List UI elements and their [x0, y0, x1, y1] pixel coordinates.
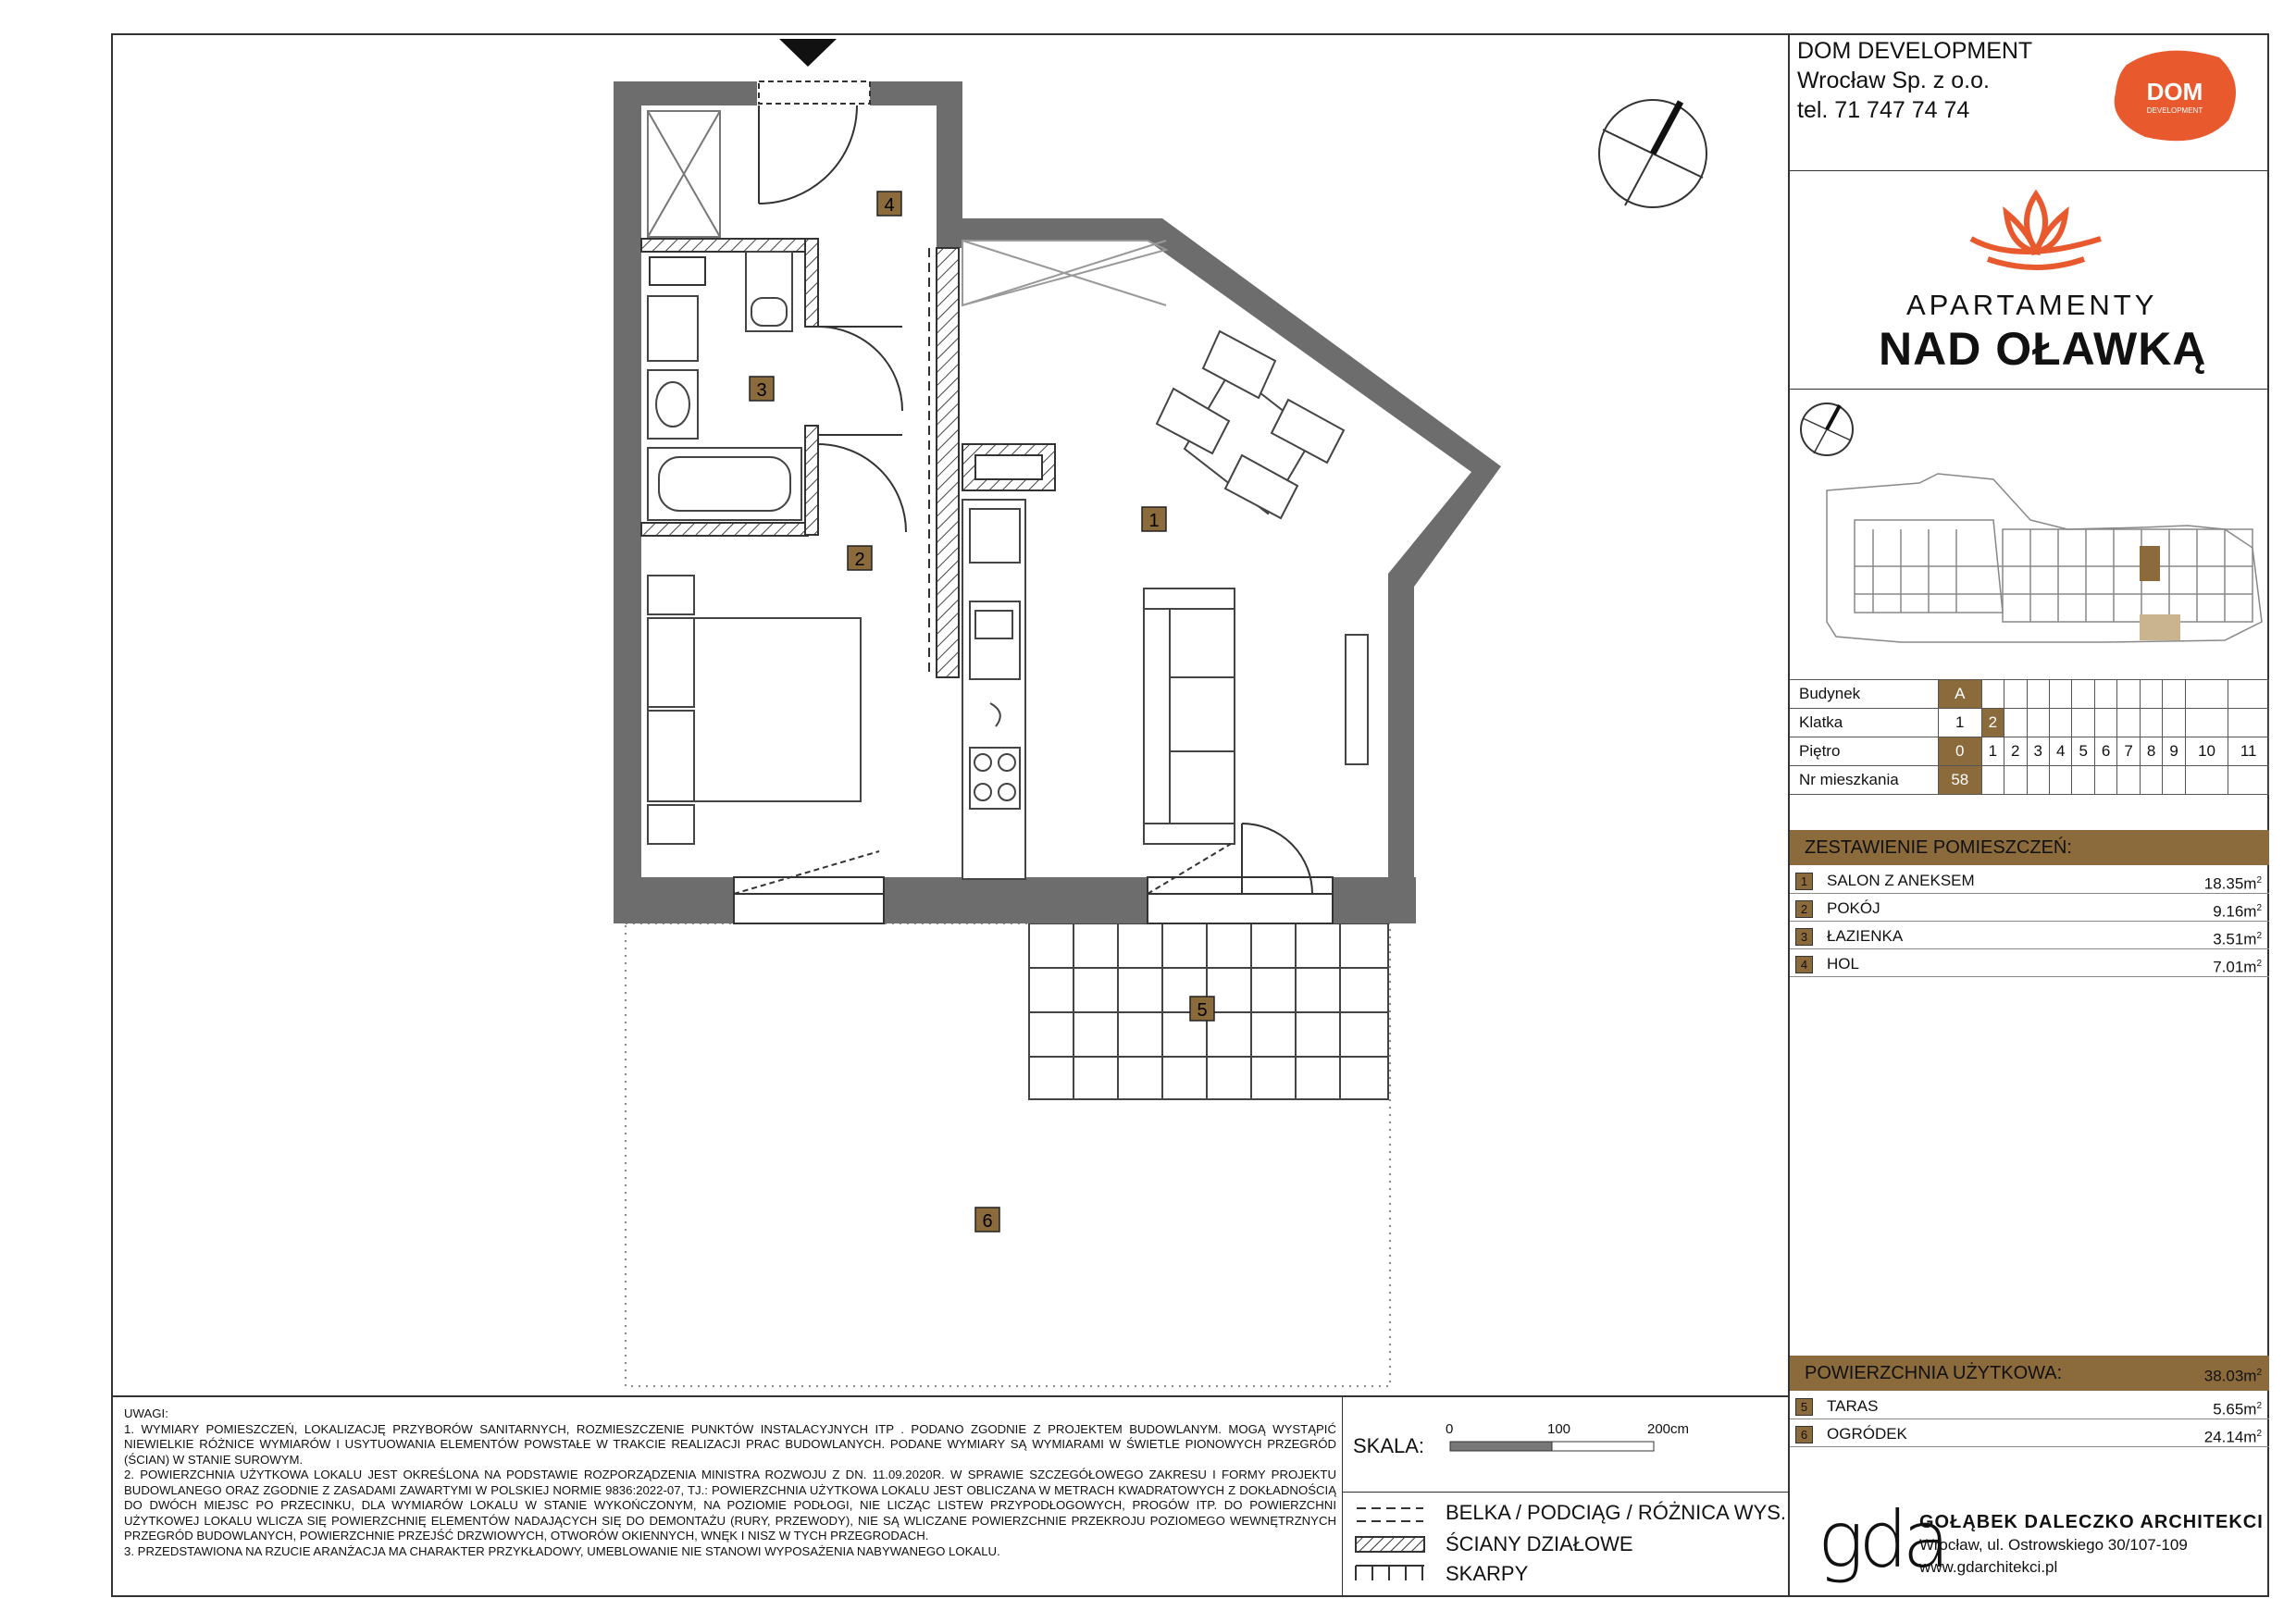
- selector-row: [1790, 766, 2269, 795]
- gda-logo: gda: [1818, 1494, 1945, 1585]
- rooms-header: ZESTAWIENIE POMIESZCZEŃ:: [1790, 830, 2269, 865]
- room-row: [1790, 1393, 2269, 1419]
- plan-label-3: 3: [756, 380, 767, 401]
- selector-cell[interactable]: [2185, 709, 2228, 737]
- selector-cell[interactable]: 10: [2185, 737, 2228, 766]
- selector-cell[interactable]: [2049, 680, 2071, 709]
- selector-cell[interactable]: A: [1939, 680, 1982, 709]
- dom-logo-subtext: DEVELOPMENT: [2146, 106, 2203, 115]
- usable-area-value: $38.03m^2$: [2203, 1367, 2262, 1385]
- garden-outline: [626, 923, 1390, 1386]
- scale-tick-200: 200cm: [1647, 1421, 1690, 1437]
- selector-cell[interactable]: 9: [2163, 737, 2185, 766]
- room-number-badge: 3: [1795, 928, 1813, 946]
- room-area: $18.35m^2$: [2203, 874, 2262, 893]
- developer-name: DOM DEVELOPMENT: [1797, 38, 2033, 64]
- selector-cell[interactable]: 3: [2027, 737, 2049, 766]
- selector-cell[interactable]: [2163, 709, 2185, 737]
- room-row: [1790, 895, 2269, 922]
- entrance-door: [759, 81, 870, 204]
- scale-label: SKALA:: [1353, 1434, 1425, 1457]
- selector-cell[interactable]: [2140, 680, 2162, 709]
- architect-web: www.gdarchitekci.pl: [1919, 1558, 2058, 1576]
- note-3: 3. PRZEDSTAWIONA NA RZUCIE ARANŻACJA MA CHARAKTER PRZYKŁADOWY, UMEBLOWANIE NIE STANOWI WYPOSAŻENIA NABYWANEGO LOKALU.: [124, 1543, 1000, 1558]
- selector-cell[interactable]: [2163, 766, 2185, 795]
- selector-cell[interactable]: 58: [1939, 766, 1982, 795]
- developer-phone: tel. 71 747 74 74: [1797, 97, 1970, 123]
- bedroom-door: [818, 248, 929, 677]
- bathroom-fixtures: [648, 252, 801, 520]
- selector-cell[interactable]: [2049, 766, 2071, 795]
- selector-cell[interactable]: [2185, 766, 2228, 795]
- selector-row: [1790, 737, 2269, 766]
- scale-tick-100: 100: [1547, 1421, 1571, 1437]
- selector-row-label: Budynek: [1790, 680, 1939, 709]
- footer-divider: [111, 1395, 1790, 1397]
- selector-cell[interactable]: [2094, 709, 2116, 737]
- selector-cell[interactable]: 1: [1981, 737, 2004, 766]
- room-area: $9.16m^2$: [2213, 902, 2262, 921]
- plan-label-5: 5: [1197, 1000, 1208, 1021]
- project-title-line2: NAD OŁAWKĄ: [1879, 323, 2207, 375]
- selector-cell[interactable]: 0: [1939, 737, 1982, 766]
- legend-walls: ŚCIANY DZIAŁOWE: [1446, 1532, 1633, 1555]
- selector-cell[interactable]: 11: [2228, 737, 2269, 766]
- plan-label-1: 1: [1148, 511, 1160, 531]
- minimap-compass-icon: [1801, 403, 1853, 455]
- architect-address: Wrocław, ul. Ostrowskiego 30/107-109: [1919, 1536, 2188, 1554]
- selector-row-label: Piętro: [1790, 737, 1939, 766]
- selector-cell[interactable]: [2072, 709, 2094, 737]
- note-1: 1. WYMIARY POMIESZCZEŃ, LOKALIZACJĘ PRZYBORÓW SANITARNYCH, ROZMIESZCZENIE PUNKTÓW INSTALACYJNYCH ITP . PODANO ZGODNIE Z PROJEKTEM BUDOWLANYM. MOGĄ WYSTĄPIĆ NIEWIELKIE RÓŻNICE WYMIARÓW I USYTUOWANIA ELEMENTÓW POWSTAŁE W TRAKCIE REALIZACJI PRAC BUDOWLANYCH. PODANE WYMIARY SĄ WYMIARAMI W ŚWIETLE PIONOWYCH PRZEGRÓD (ŚCIAN) W STANIE SUROWYM.: [124, 1421, 1336, 1467]
- usable-area-header: [1790, 1356, 2269, 1391]
- selector-cell[interactable]: 7: [2117, 737, 2140, 766]
- selector-cell[interactable]: [2027, 766, 2049, 795]
- lotus-logo-icon: [1962, 185, 2110, 278]
- note-2: 2. POWIERZCHNIA UŻYTKOWA LOKALU JEST OKREŚLONA NA PODSTAWIE ROZPORZĄDZENIA MINISTRA ROZWOJU Z DN. 11.09.2020R. W SPRAWIE SZCZEGÓŁOWEGO ZAKRESU I FORMY PROJEKTU BUDOWLANEGO ORAZ ZGODNIE Z ZASADAMI ZAWARTYMI W POLSKIEJ NORMIE 9836:2022-07, TJ.: POWIERZCHNIA UŻYTKOWA LOKALU JEST OBLICZANA W METRACH KWADRATOWYCH Z DOKŁADNOŚCIĄ DO DWÓCH MIEJSC PO PRZECINKU, DLA WYMIARÓW LOKALU W STANIE WYKOŃCZONYM, NA POZIOMIE PODŁOGI, NIE LICZĄC LISTEW PRZYPODŁOGOWYCH, PROGÓW ITP. DO POWIERZCHNI UŻYTKOWEJ LOKALU WLICZA SIĘ POWIERZCHNIĘ ELEMENTÓW NADAJĄCYCH SIĘ DO DEMONTAŻU (RURY, PRZEWODY), NIE SĄ WLICZANE POWIERZCHNIE PRZEKROJU POZIOMEGO WEWNĘTRZNYCH PRZEGRÓD BUDOWLANYCH, POWIERZCHNIE PRZEJŚĆ DRZWIOWYCH, OTWORÓW OKIENNYCH, WNĘK I NISZ W TYCH PRZEGRODACH.: [124, 1468, 1336, 1542]
- selector-cell[interactable]: [2117, 766, 2140, 795]
- dashed-line-icon: [1355, 1501, 1425, 1529]
- selector-cell[interactable]: [2140, 766, 2162, 795]
- room-area: $7.01m^2$: [2213, 958, 2262, 976]
- room-row: [1790, 867, 2269, 894]
- room-row: [1790, 1420, 2269, 1447]
- selector-cell[interactable]: [2228, 709, 2269, 737]
- notes-title: UWAGI:: [124, 1406, 168, 1420]
- room-row: [1790, 923, 2269, 949]
- sidebar-sep-2: [1790, 389, 2269, 390]
- closet: [648, 111, 720, 237]
- compass-icon: [1599, 100, 1706, 207]
- room-name: HOL: [1827, 955, 1859, 973]
- selector-cell[interactable]: [2027, 709, 2049, 737]
- selector-cell[interactable]: [2228, 766, 2269, 795]
- sidebar-sep-1: [1790, 170, 2269, 171]
- selector-cell[interactable]: [1981, 766, 2004, 795]
- selector-row-label: Nr mieszkania: [1790, 766, 1939, 795]
- room-name: TARAS: [1827, 1397, 1879, 1415]
- entrance-arrow-icon: [779, 39, 837, 67]
- kitchen: [962, 500, 1025, 879]
- scale-bar: [1449, 1440, 1671, 1458]
- developer-company: Wrocław Sp. z o.o.: [1797, 68, 1990, 93]
- selector-cell[interactable]: [2004, 680, 2027, 709]
- ruler-icon: [1355, 1562, 1425, 1582]
- room-area: $5.65m^2$: [2213, 1400, 2262, 1419]
- unit-selector-table: [1790, 679, 2269, 795]
- bathroom-door: [818, 327, 902, 435]
- bedroom-window: [734, 851, 884, 923]
- selector-cell[interactable]: [2072, 680, 2094, 709]
- selector-cell[interactable]: [2004, 709, 2027, 737]
- room-number-badge: 4: [1795, 956, 1813, 973]
- selector-row: [1790, 680, 2269, 709]
- selector-cell[interactable]: [2027, 680, 2049, 709]
- scale-tick-0: 0: [1446, 1421, 1454, 1437]
- selector-cell[interactable]: [2185, 680, 2228, 709]
- selector-cell[interactable]: [2228, 680, 2269, 709]
- plan-label-4: 4: [884, 195, 895, 216]
- selector-cell[interactable]: [2094, 766, 2116, 795]
- room-area: $3.51m^2$: [2213, 930, 2262, 948]
- selector-cell[interactable]: 5: [2072, 737, 2094, 766]
- room-name: SALON Z ANEKSEM: [1827, 872, 1975, 889]
- salon-top-window: [962, 241, 1166, 305]
- dom-logo-text: DOM: [2146, 78, 2203, 105]
- selector-cell[interactable]: 2: [2004, 737, 2027, 766]
- legend-beam: BELKA / PODCIĄG / RÓŻNICA WYS.: [1446, 1501, 1786, 1524]
- selector-cell[interactable]: 4: [2049, 737, 2071, 766]
- selector-cell[interactable]: [2140, 709, 2162, 737]
- selector-row-label: Klatka: [1790, 709, 1939, 737]
- plan-label-2: 2: [854, 550, 865, 570]
- selector-cell[interactable]: 2: [1981, 709, 2004, 737]
- usable-area-label: POWIERZCHNIA UŻYTKOWA:: [1805, 1363, 2063, 1383]
- sofa: [1144, 588, 1235, 844]
- notes-block: [124, 1406, 1336, 1559]
- room-name: ŁAZIENKA: [1827, 927, 1904, 945]
- selector-cell[interactable]: [2094, 680, 2116, 709]
- selector-cell[interactable]: [2072, 766, 2094, 795]
- dom-development-logo: [2108, 46, 2247, 148]
- footer-hsep: [1342, 1492, 1790, 1493]
- footer-vdivider: [1342, 1395, 1343, 1597]
- selector-cell[interactable]: [2163, 680, 2185, 709]
- room-number-badge: 1: [1795, 873, 1813, 890]
- site-minimap: [1790, 390, 2269, 679]
- bed: [648, 576, 861, 844]
- legend-slopes: SKARPY: [1446, 1562, 1529, 1585]
- selector-cell[interactable]: [2004, 766, 2027, 795]
- room-area: $24.14m^2$: [2203, 1428, 2262, 1446]
- selector-cell[interactable]: [2117, 680, 2140, 709]
- selector-cell[interactable]: 6: [2094, 737, 2116, 766]
- selector-cell[interactable]: 8: [2140, 737, 2162, 766]
- room-number-badge: 6: [1795, 1426, 1813, 1443]
- selector-cell[interactable]: [2049, 709, 2071, 737]
- room-name: OGRÓDEK: [1827, 1425, 1907, 1443]
- tv-unit: [1346, 635, 1368, 764]
- selector-cell[interactable]: [1981, 680, 2004, 709]
- room-row: [1790, 950, 2269, 977]
- room-number-badge: 5: [1795, 1398, 1813, 1416]
- selector-row: [1790, 709, 2269, 737]
- plan-label-6: 6: [982, 1211, 993, 1232]
- selector-cell[interactable]: 1: [1939, 709, 1982, 737]
- selector-cell[interactable]: [2117, 709, 2140, 737]
- architect-name: GOŁĄBEK DALECZKO ARCHITEKCI: [1919, 1512, 2264, 1532]
- hatched-wall-icon: [1355, 1534, 1425, 1555]
- project-title-line1: APARTAMENTY: [1906, 289, 2158, 321]
- room-name: POKÓJ: [1827, 899, 1880, 917]
- room-number-badge: 2: [1795, 900, 1813, 918]
